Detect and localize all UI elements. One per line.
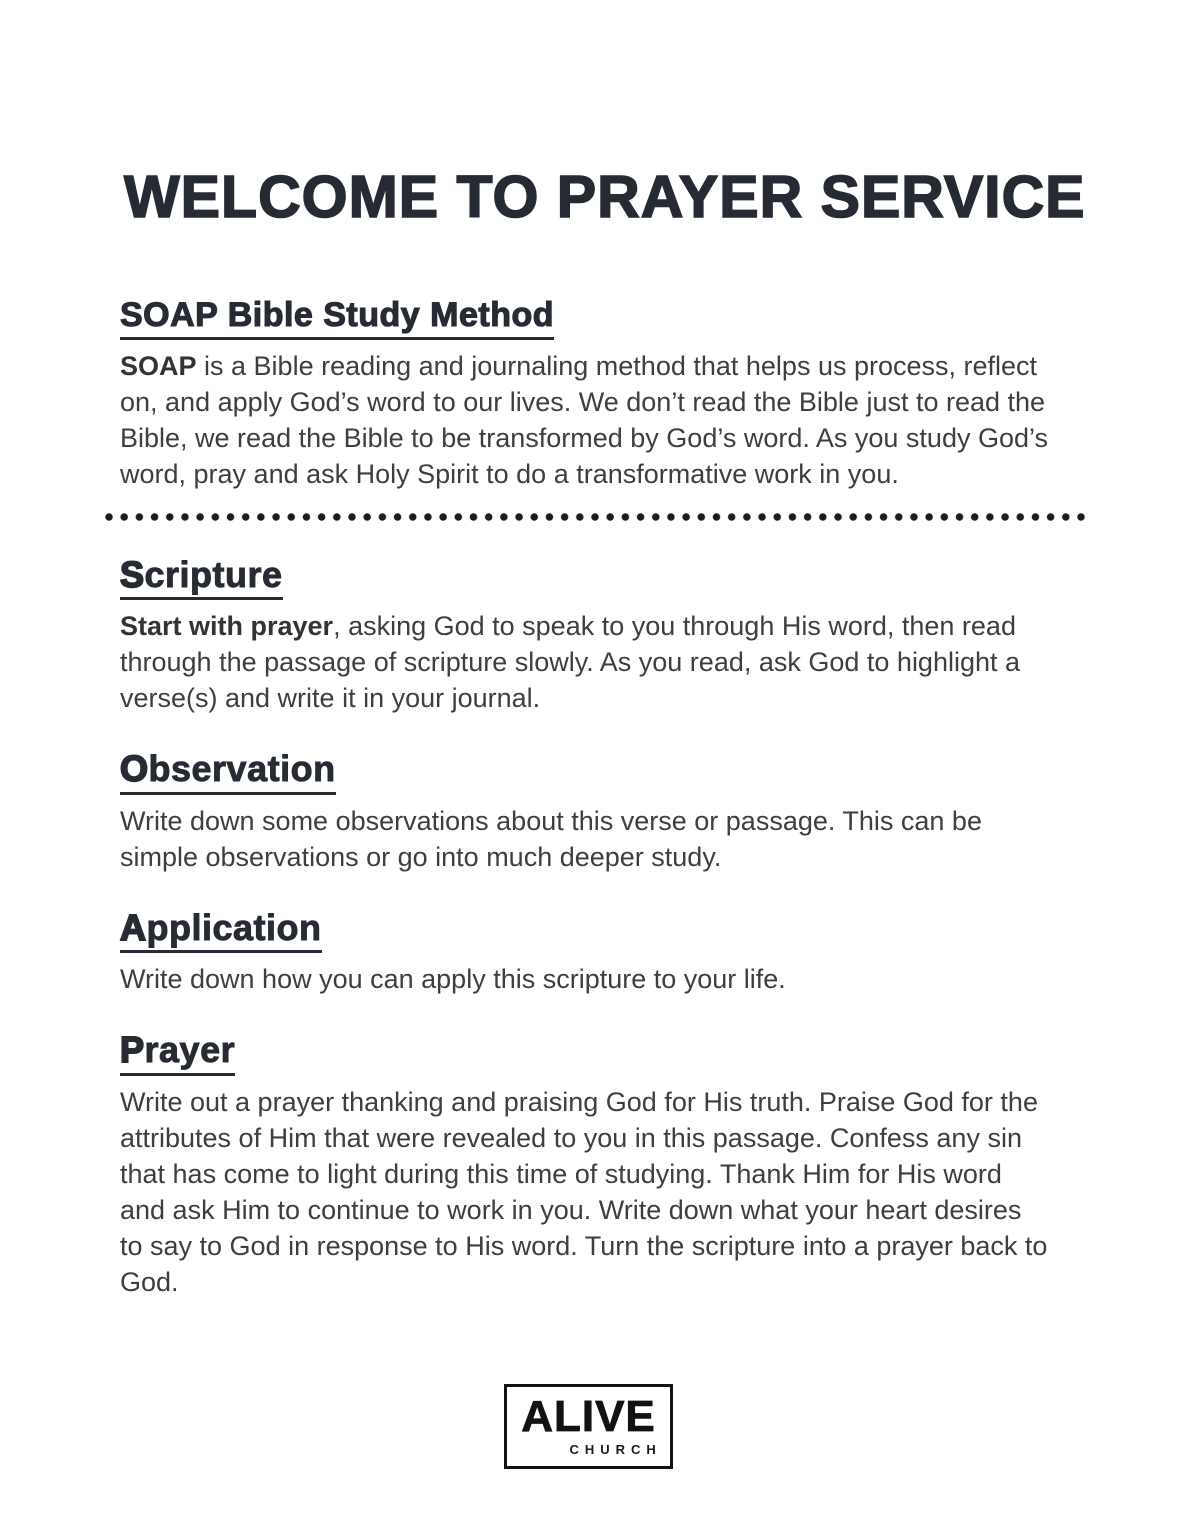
soap-method-heading (120, 296, 1057, 340)
section-body-prayer (120, 1084, 1050, 1300)
soap-method-heading-text: SOAP Bible Study Method (120, 296, 554, 340)
footer (120, 1384, 1057, 1469)
logo-secondary-text: CHURCH (569, 1441, 662, 1457)
section-heading-rest: cripture (144, 553, 283, 595)
section-heading-prayer (120, 1029, 1057, 1075)
soap-method-description (120, 348, 1050, 492)
section-body-application (120, 961, 1050, 997)
alive-church-logo (504, 1384, 673, 1469)
logo-primary-text: ALIVE (521, 1391, 656, 1441)
section-initial: S (120, 553, 145, 595)
section-body-scripture (120, 608, 1050, 716)
prayer-body-text: Write out a prayer thanking and praising God for His truth. Praise God for the attributes of Him that were revealed to you in this passage. Confess any sin that has come to light during this time of studying. Thank Him for His word and ask Him to continue to work in you. Write down what your heart desires to say to God in response to His word. Turn the scripture into a prayer back to God. (120, 1086, 1048, 1297)
section-heading-rest: rayer (144, 1029, 236, 1071)
section-heading-scripture (120, 554, 1057, 600)
application-body-text: Write down how you can apply this scripture to your life. (120, 964, 786, 995)
section-heading-rest: pplication (146, 906, 322, 948)
observation-body-text: Write down some observations about this verse or passage. This can be simple observations or go into much deeper study. (120, 805, 982, 872)
section-initial: P (120, 1029, 145, 1071)
section-heading-application (120, 907, 1057, 953)
section-initial: A (120, 906, 147, 948)
section-heading-rest: bservation (148, 748, 336, 790)
soap-lead-bold: SOAP (120, 350, 197, 381)
document-page (0, 165, 1187, 1536)
page-title: WELCOME TO PRAYER SERVICE (124, 164, 1086, 230)
soap-description-text: is a Bible reading and journaling method that helps us process, reflect on, and apply God’s word to our lives. We don’t read the Bible just to read the Bible, we read the Bible to be transformed by God’s word. As you study God’s word, pray and ask Holy Spirit to do a transformative work in you. (120, 350, 1049, 489)
scripture-lead-bold: Start with prayer (120, 611, 334, 642)
dotted-divider (105, 512, 1090, 522)
scripture-body-text: , asking God to speak to you through His word, then read through the passage of scripture slowly. As you read, ask God to highlight a verse(s) and write it in your journal. (120, 611, 1021, 714)
section-heading-observation (120, 748, 1057, 794)
section-body-observation (120, 803, 1050, 875)
section-initial: O (120, 748, 149, 790)
